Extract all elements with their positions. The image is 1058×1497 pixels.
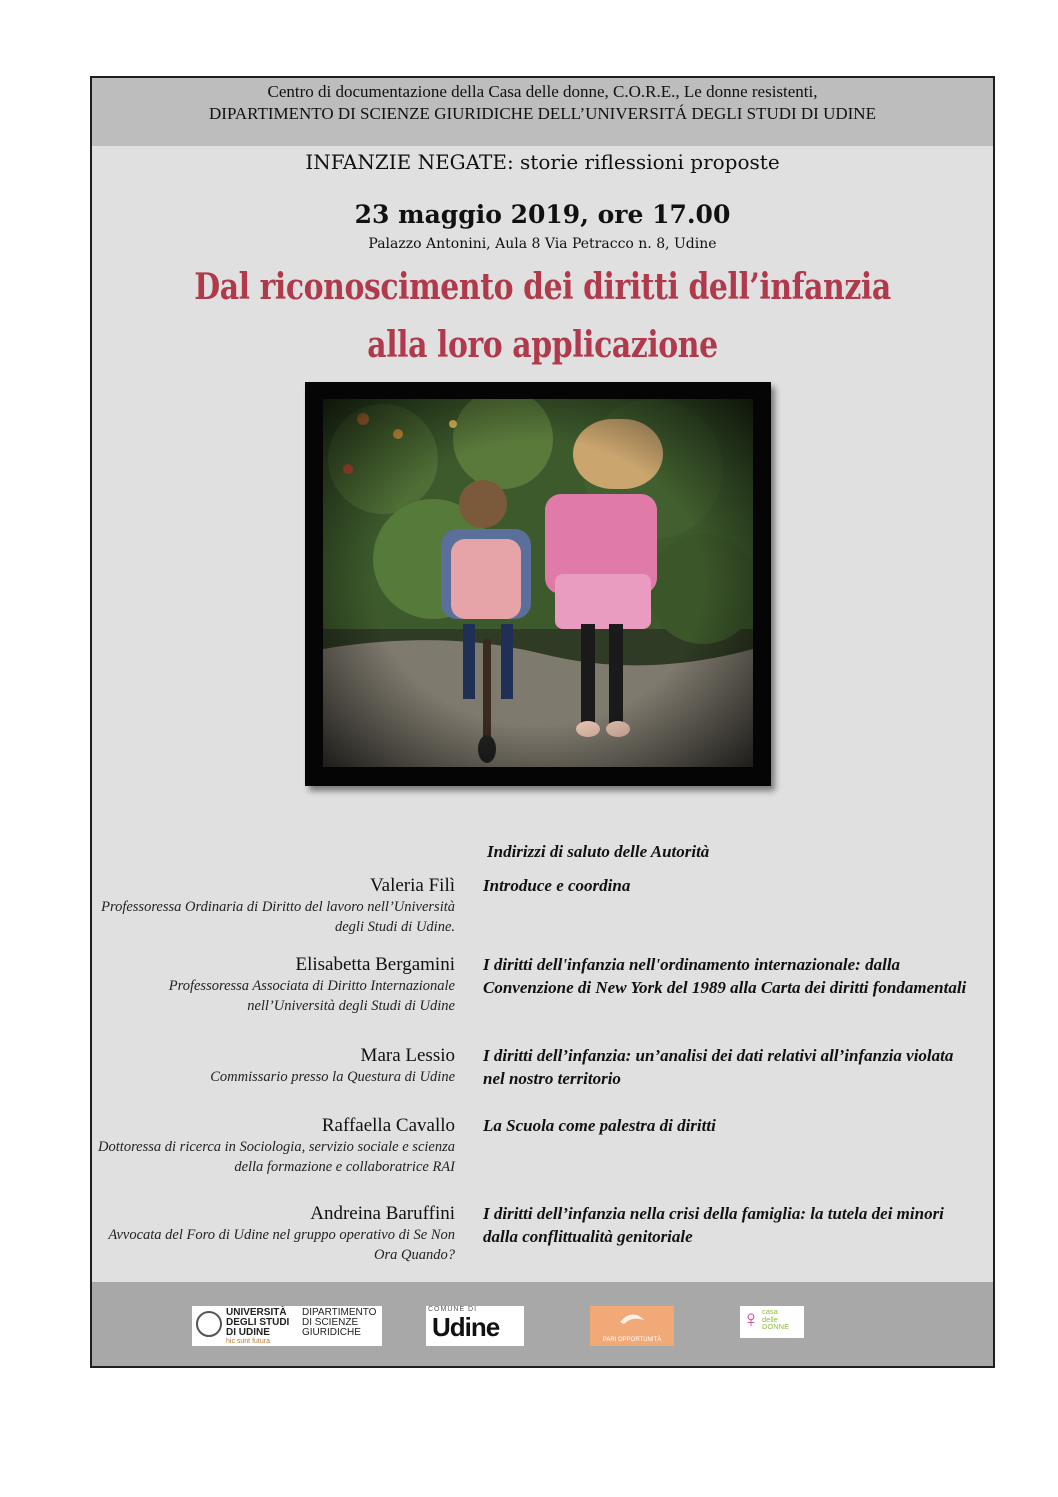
university-name: UNIVERSITÀ DEGLI STUDI DI UDINE bbox=[226, 1307, 290, 1338]
pari-swirl-icon bbox=[590, 1306, 674, 1336]
children-photo bbox=[323, 399, 753, 767]
photo-frame bbox=[305, 382, 771, 786]
speaker bbox=[95, 1202, 455, 1265]
pari-opportunita-logo bbox=[590, 1306, 674, 1346]
event-date: 23 maggio 2019, ore 17.00 bbox=[354, 200, 731, 229]
female-symbol-icon: ♀ bbox=[742, 1306, 760, 1333]
speaker-name: Valeria Filì bbox=[370, 875, 455, 896]
casa-delle-donne-logo bbox=[740, 1306, 804, 1338]
university-motto: hic sunt futura bbox=[226, 1338, 270, 1345]
comune-label: COMUNE DI bbox=[428, 1306, 478, 1313]
organizers-line-1: Centro di documentazione della Casa delle donne, C.O.R.E., Le donne resistenti, bbox=[267, 82, 818, 101]
speaker bbox=[95, 953, 455, 1016]
pari-label: PARI OPPORTUNITÀ bbox=[602, 1337, 662, 1343]
organizers-line-2: DIPARTIMENTO DI SCIENZE GIURIDICHE DELL’UNIVERSITÁ DEGLI STUDI DI UDINE bbox=[209, 104, 876, 123]
speaker-name: Mara Lessio bbox=[360, 1045, 455, 1066]
speaker-affiliation: Avvocata del Foro di Udine nel gruppo operativo di Se Non Ora Quando? bbox=[108, 1227, 455, 1263]
speaker bbox=[95, 1114, 455, 1177]
event-venue: Palazzo Antonini, Aula 8 Via Petracco n. 8, Udine bbox=[368, 236, 717, 252]
series-title: INFANZIE NEGATE: storie riflessioni proposte bbox=[305, 150, 780, 174]
department-name: DIPARTIMENTO DI SCIENZE GIURIDICHE bbox=[302, 1307, 377, 1338]
talk-title: La Scuola come palestra di diritti bbox=[483, 1116, 716, 1135]
talk-title: I diritti dell’infanzia nella crisi della famiglia: la tutela dei minori dalla conflittualità genitoriale bbox=[483, 1204, 944, 1246]
talk-title: I diritti dell’infanzia: un’analisi dei dati relativi all’infanzia violata nel nostro territorio bbox=[483, 1046, 954, 1088]
talk-title: I diritti dell'infanzia nell'ordinamento internazionale: dalla Convenzione di New York del 1989 alla Carta dei diritti fondamentali bbox=[483, 955, 967, 997]
talk-title: Introduce e coordina bbox=[483, 876, 631, 895]
casa-label: casa delle DONNE bbox=[762, 1307, 790, 1331]
university-logo bbox=[192, 1306, 382, 1346]
organizers-band bbox=[92, 78, 993, 146]
speaker-name: Elisabetta Bergamini bbox=[295, 954, 455, 975]
speaker-affiliation: Professoressa Ordinaria di Diritto del lavoro nell’Università degli Studi di Udine. bbox=[101, 899, 455, 935]
speaker-affiliation: Dottoressa di ricerca in Sociologia, servizio sociale e scienza della formazione e collaboratrice RAI bbox=[98, 1139, 455, 1175]
event-title-line-2: alla loro applicazione bbox=[367, 324, 718, 366]
speaker-name: Raffaella Cavallo bbox=[321, 1115, 455, 1136]
speaker bbox=[95, 1044, 455, 1087]
university-seal-icon bbox=[196, 1311, 222, 1337]
sponsor-band bbox=[92, 1282, 993, 1366]
flyer bbox=[90, 76, 995, 1368]
comune-name: Udine bbox=[432, 1312, 500, 1342]
speaker-name: Andreina Baruffini bbox=[310, 1203, 455, 1224]
speaker-affiliation: Commissario presso la Questura di Udine bbox=[210, 1069, 455, 1085]
comune-logo bbox=[426, 1306, 524, 1346]
speaker bbox=[95, 874, 455, 937]
greetings-heading: Indirizzi di saluto delle Autorità bbox=[487, 842, 710, 861]
speaker-affiliation: Professoressa Associata di Diritto Internazionale nell’Università degli Studi di Udine bbox=[168, 978, 455, 1014]
event-title-line-1: Dal riconoscimento dei diritti dell’infanzia bbox=[194, 266, 891, 308]
